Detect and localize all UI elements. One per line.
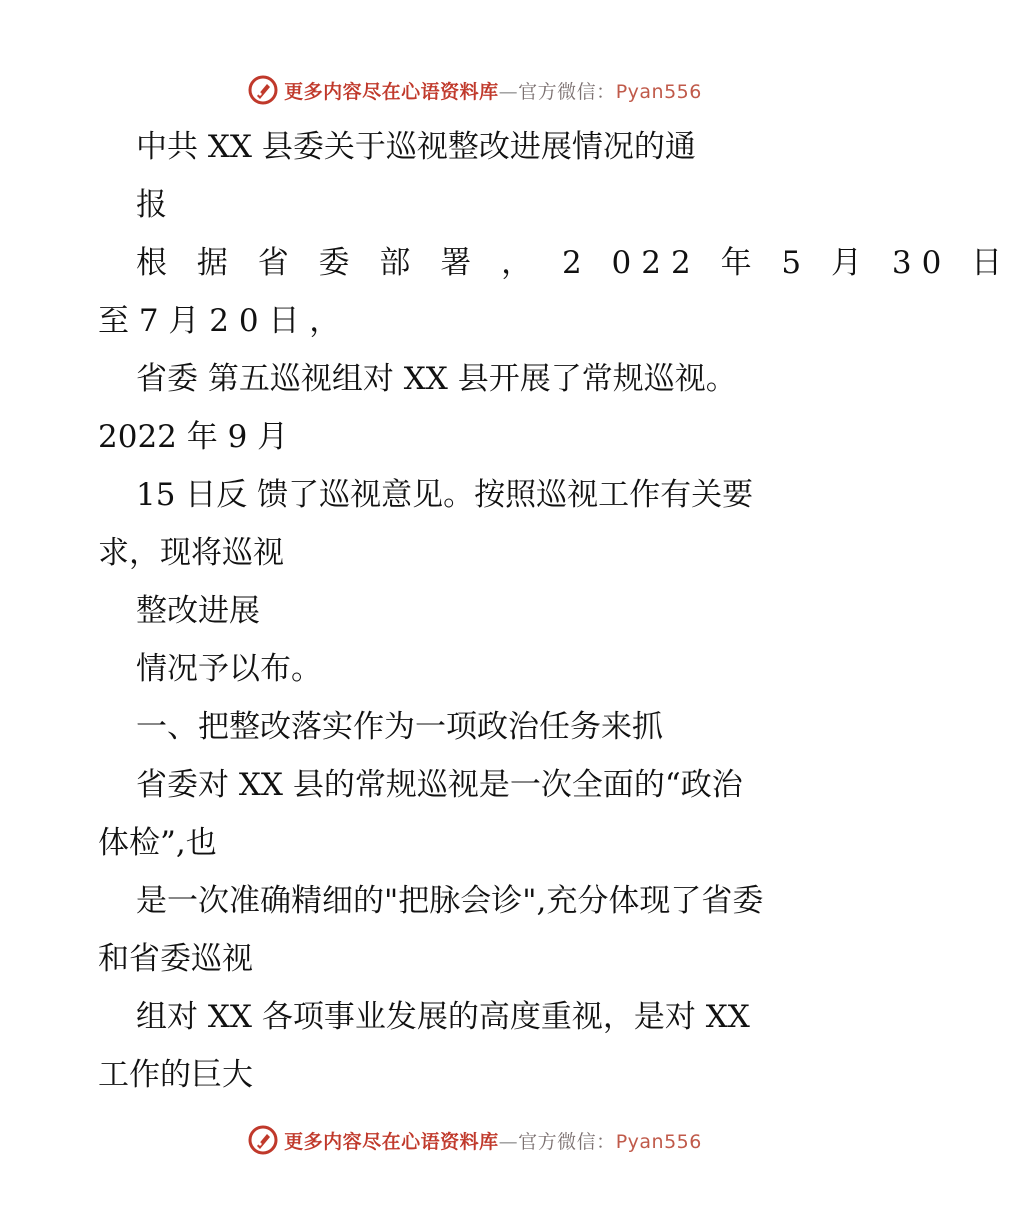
doc-line: 报 [136,187,167,223]
doc-line: 组对 XX 各项事业发展的高度重视，是对 XX [136,999,750,1035]
pen-nib-logo-icon [248,1125,278,1155]
doc-line: 求，现将巡视 [98,535,284,571]
section-heading: 一、把整改落实作为一项政治任务来抓 [136,709,663,745]
doc-line: 15 日反 馈了巡视意见。按照巡视工作有关要 [136,477,754,513]
banner-text: 更多内容尽在心语资料库—官方微信：Pyan556 [284,80,702,103]
doc-line: 至 7 月 2 0 日 ， [98,303,341,339]
doc-line: 是一次准确精细的"把脉会诊",充分体现了省委 [136,883,764,919]
doc-line: 体检”,也 [98,825,217,861]
footer-banner [0,1120,950,1160]
doc-line: 2022 年 9 月 [98,419,289,455]
doc-line: 省委对 XX 县的常规巡视是一次全面的“政治 [136,767,743,803]
pen-nib-logo-icon [248,75,278,105]
doc-line: 中共 XX 县委关于巡视整改进展情况的通 [136,129,696,165]
doc-line: 整改进展 [136,593,260,629]
doc-line: 省委 第五巡视组对 XX 县开展了常规巡视。 [136,361,737,397]
banner-text: 更多内容尽在心语资料库—官方微信：Pyan556 [284,1130,702,1153]
doc-line: 情况予以布。 [136,651,322,687]
document-body [98,118,1012,1104]
doc-line: 工作的巨大 [98,1057,253,1093]
doc-line: 根 据 省 委 部 署 ， 2 022 年 5 月 30 日 [136,245,1012,281]
doc-line: 和省委巡视 [98,941,253,977]
header-banner [0,70,950,110]
